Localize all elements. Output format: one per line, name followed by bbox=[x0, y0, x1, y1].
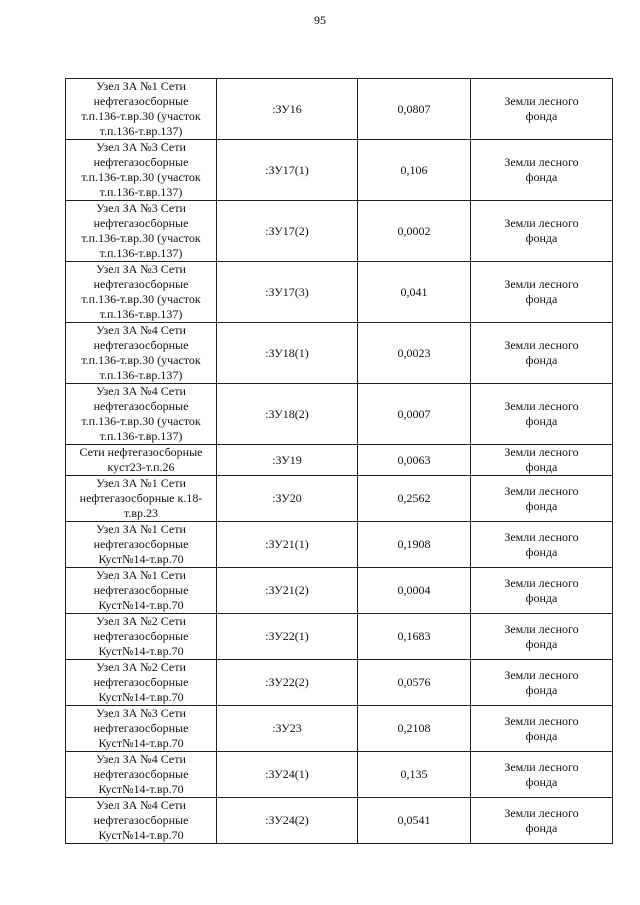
plot-code-cell: :ЗУ18(2) bbox=[217, 384, 358, 445]
plot-description-cell: Узел ЗА №4 Сети нефтегазосборные Куст№14-т.вр.70 bbox=[66, 752, 217, 798]
land-category-cell: Земли лесного фонда bbox=[471, 752, 613, 798]
land-category-cell: Земли лесного фонда bbox=[471, 79, 613, 140]
plot-description-cell: Узел ЗА №1 Сети нефтегазосборные т.п.136-т.вр.30 (участок т.п.136-т.вр.137) bbox=[66, 79, 217, 140]
land-category-cell: Земли лесного фонда bbox=[471, 706, 613, 752]
plot-code-cell: :ЗУ24(1) bbox=[217, 752, 358, 798]
plot-description-cell: Узел ЗА №2 Сети нефтегазосборные Куст№14-т.вр.70 bbox=[66, 660, 217, 706]
table-row bbox=[66, 706, 613, 752]
table-row bbox=[66, 614, 613, 660]
land-category-cell: Земли лесного фонда bbox=[471, 384, 613, 445]
plot-area-cell: 0,1908 bbox=[358, 522, 471, 568]
plot-code-cell: :ЗУ21(2) bbox=[217, 568, 358, 614]
plot-area-cell: 0,1683 bbox=[358, 614, 471, 660]
plot-description-cell: Сети нефтегазосборные куст23-т.п.26 bbox=[66, 445, 217, 476]
plot-code-cell: :ЗУ17(2) bbox=[217, 201, 358, 262]
plot-code-cell: :ЗУ24(2) bbox=[217, 798, 358, 844]
plot-area-cell: 0,0576 bbox=[358, 660, 471, 706]
plot-area-cell: 0,0063 bbox=[358, 445, 471, 476]
plot-description-cell: Узел ЗА №1 Сети нефтегазосборные к.18- т.вр.23 bbox=[66, 476, 217, 522]
plot-area-cell: 0,041 bbox=[358, 262, 471, 323]
plot-description-cell: Узел ЗА №3 Сети нефтегазосборные т.п.136-т.вр.30 (участок т.п.136-т.вр.137) bbox=[66, 140, 217, 201]
plot-code-cell: :ЗУ22(2) bbox=[217, 660, 358, 706]
table-row bbox=[66, 79, 613, 140]
plot-code-cell: :ЗУ16 bbox=[217, 79, 358, 140]
table-row bbox=[66, 384, 613, 445]
page-number: 95 bbox=[314, 13, 326, 27]
table-row bbox=[66, 476, 613, 522]
plot-area-cell: 0,0002 bbox=[358, 201, 471, 262]
plot-code-cell: :ЗУ21(1) bbox=[217, 522, 358, 568]
land-category-cell: Земли лесного фонда bbox=[471, 614, 613, 660]
land-category-cell: Земли лесного фонда bbox=[471, 798, 613, 844]
plot-code-cell: :ЗУ20 bbox=[217, 476, 358, 522]
table-row bbox=[66, 201, 613, 262]
table-row bbox=[66, 752, 613, 798]
land-category-cell: Земли лесного фонда bbox=[471, 262, 613, 323]
plot-code-cell: :ЗУ23 bbox=[217, 706, 358, 752]
land-category-cell: Земли лесного фонда bbox=[471, 201, 613, 262]
plot-description-cell: Узел ЗА №3 Сети нефтегазосборные т.п.136-т.вр.30 (участок т.п.136-т.вр.137) bbox=[66, 201, 217, 262]
table-row bbox=[66, 140, 613, 201]
plot-description-cell: Узел ЗА №1 Сети нефтегазосборные Куст№14-т.вр.70 bbox=[66, 568, 217, 614]
plot-description-cell: Узел ЗА №2 Сети нефтегазосборные Куст№14-т.вр.70 bbox=[66, 614, 217, 660]
land-category-cell: Земли лесного фонда bbox=[471, 323, 613, 384]
land-category-cell: Земли лесного фонда bbox=[471, 476, 613, 522]
table-row bbox=[66, 798, 613, 844]
plot-code-cell: :ЗУ22(1) bbox=[217, 614, 358, 660]
table-row bbox=[66, 445, 613, 476]
plot-code-cell: :ЗУ18(1) bbox=[217, 323, 358, 384]
table-row bbox=[66, 660, 613, 706]
plot-description-cell: Узел ЗА №3 Сети нефтегазосборные т.п.136-т.вр.30 (участок т.п.136-т.вр.137) bbox=[66, 262, 217, 323]
table-row bbox=[66, 262, 613, 323]
plot-area-cell: 0,0023 bbox=[358, 323, 471, 384]
table-body bbox=[66, 79, 613, 844]
land-plots-table bbox=[65, 78, 613, 844]
table-row bbox=[66, 323, 613, 384]
land-category-cell: Земли лесного фонда bbox=[471, 522, 613, 568]
plot-area-cell: 0,0807 bbox=[358, 79, 471, 140]
plot-area-cell: 0,0004 bbox=[358, 568, 471, 614]
land-category-cell: Земли лесного фонда bbox=[471, 140, 613, 201]
plot-area-cell: 0,2108 bbox=[358, 706, 471, 752]
plot-code-cell: :ЗУ17(3) bbox=[217, 262, 358, 323]
plot-description-cell: Узел ЗА №4 Сети нефтегазосборные т.п.136-т.вр.30 (участок т.п.136-т.вр.137) bbox=[66, 384, 217, 445]
plot-code-cell: :ЗУ17(1) bbox=[217, 140, 358, 201]
plot-description-cell: Узел ЗА №3 Сети нефтегазосборные Куст№14-т.вр.70 bbox=[66, 706, 217, 752]
plot-description-cell: Узел ЗА №1 Сети нефтегазосборные Куст№14-т.вр.70 bbox=[66, 522, 217, 568]
plot-code-cell: :ЗУ19 bbox=[217, 445, 358, 476]
land-category-cell: Земли лесного фонда bbox=[471, 660, 613, 706]
table-row bbox=[66, 568, 613, 614]
plot-area-cell: 0,135 bbox=[358, 752, 471, 798]
table-row bbox=[66, 522, 613, 568]
plot-area-cell: 0,0541 bbox=[358, 798, 471, 844]
plot-area-cell: 0,0007 bbox=[358, 384, 471, 445]
plot-description-cell: Узел ЗА №4 Сети нефтегазосборные т.п.136-т.вр.30 (участок т.п.136-т.вр.137) bbox=[66, 323, 217, 384]
land-category-cell: Земли лесного фонда bbox=[471, 445, 613, 476]
plot-area-cell: 0,2562 bbox=[358, 476, 471, 522]
land-category-cell: Земли лесного фонда bbox=[471, 568, 613, 614]
plot-description-cell: Узел ЗА №4 Сети нефтегазосборные Куст№14-т.вр.70 bbox=[66, 798, 217, 844]
plot-area-cell: 0,106 bbox=[358, 140, 471, 201]
